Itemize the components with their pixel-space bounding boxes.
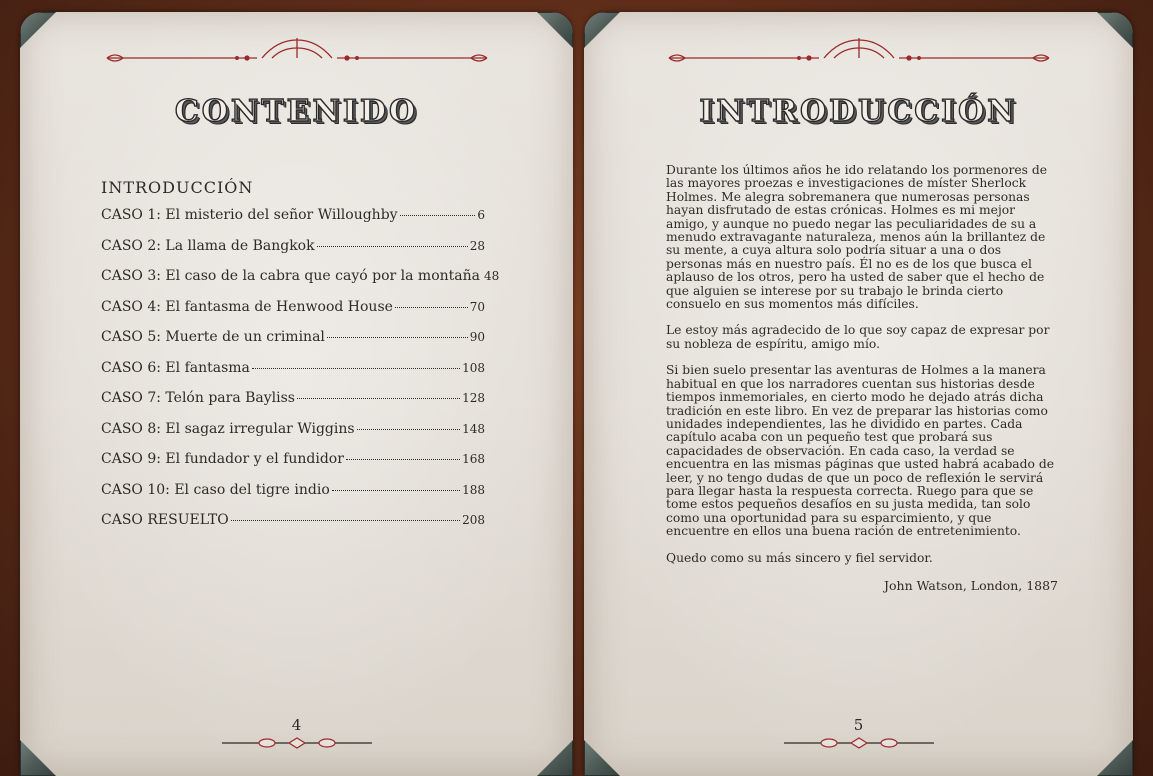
toc-item-label: CASO 1: El misterio del señor Willoughby [101, 207, 398, 223]
toc-item-label: CASO 3: El caso de la cabra que cayó por la montaña [101, 268, 480, 284]
corner-ornament [584, 12, 620, 48]
introduction-text [666, 164, 1058, 592]
corner-ornament [584, 740, 620, 776]
list-item[interactable] [101, 329, 485, 360]
corner-ornament [20, 12, 56, 48]
bottom-flourish-icon [222, 736, 372, 750]
leader-dots [231, 520, 460, 521]
list-item[interactable] [101, 451, 485, 482]
toc-item-page: 128 [462, 391, 485, 405]
toc-item-page: 148 [462, 421, 485, 436]
toc-item-label: CASO 6: El fantasma [101, 359, 250, 376]
list-item[interactable] [101, 482, 485, 513]
signature: John Watson, London, 1887 [884, 577, 1058, 593]
page-title: CONTENIDO [174, 94, 419, 129]
left-page [20, 12, 573, 776]
list-item[interactable] [101, 360, 485, 391]
leader-dots [252, 368, 460, 369]
toc-item-label: CASO 7: Telón para Bayliss [101, 390, 295, 406]
toc-item-label: CASO 10: El caso del tigre indio [101, 481, 330, 498]
toc-item-page: 188 [462, 482, 485, 497]
toc-item-page: 28 [469, 238, 485, 253]
leader-dots [346, 459, 460, 460]
page-title: INTRODUCCIÓN [699, 94, 1018, 129]
leader-dots [400, 215, 476, 216]
corner-ornament [537, 740, 573, 776]
toc-heading[interactable]: INTRODUCCIÓN [101, 178, 254, 197]
top-flourish-icon [659, 34, 1059, 74]
toc-item-page: 168 [462, 452, 485, 466]
page-number: 5 [853, 716, 864, 734]
list-item[interactable] [101, 390, 485, 421]
leader-dots [327, 337, 468, 338]
table-of-contents [101, 178, 500, 543]
list-item[interactable] [101, 512, 485, 543]
right-page [584, 12, 1133, 776]
toc-item-label: CASO 8: El sagaz irregular Wiggins [101, 420, 355, 437]
corner-ornament [1097, 12, 1133, 48]
toc-item-page: 48 [483, 269, 500, 283]
paragraph: Si bien suelo presentar las aventuras de Holmes a la manera habitual en que los narradores cuentan sus historias desde tiempos inmemoriales, en cierto modo he dejado atrás dicha tradición en este libro. En vez de preparar las historias como unidades independientes, las he dividido en partes. Cada capítulo acaba con un pequeño test que probará sus capacidades de observación. En cada caso, la verdad se encuentra en las mismas páginas que usted habrá acabado de leer, y no tengo dudas de que un poco de reflexión le servirá para llegar hasta la respuesta correcta. Ruego para que se tome estos pequeños desafíos en su justa medida, tan solo como una oportunidad para su esparcimiento, y que encuentre en ellos una buena ración de entretenimiento. [666, 363, 1054, 539]
toc-item-label: CASO 5: Muerte de un criminal [101, 329, 325, 345]
toc-item-label: CASO 4: El fantasma de Henwood House [101, 298, 393, 315]
list-item[interactable] [101, 238, 485, 269]
page-number: 4 [291, 716, 302, 734]
toc-item-label: CASO 9: El fundador y el fundidor [101, 451, 344, 467]
top-flourish-icon [97, 34, 497, 74]
leader-dots [297, 398, 460, 399]
leader-dots [357, 429, 461, 430]
toc-item-page: 70 [469, 299, 485, 314]
leader-dots [332, 490, 460, 491]
list-item[interactable] [101, 268, 500, 299]
list-item[interactable] [101, 299, 485, 330]
leader-dots [395, 307, 468, 308]
paragraph: Le estoy más agradecido de lo que soy capaz de expresar por su nobleza de espíritu, amigo mío. [666, 323, 1050, 351]
corner-ornament [20, 740, 56, 776]
toc-item-page: 108 [462, 360, 485, 375]
corner-ornament [1097, 740, 1133, 776]
toc-item-label: CASO RESUELTO [101, 512, 229, 528]
leader-dots [317, 246, 468, 247]
toc-item-label: CASO 2: La llama de Bangkok [101, 237, 315, 254]
paragraph: Durante los últimos años he ido relatando los pormenores de las mayores proezas e investigaciones de míster Sherlock Holmes. Me alegra sobremanera que numerosas personas hayan disfrutado de estas crónicas. Holmes es mi mejor amigo, y aunque no puedo negar las peculiaridades de su a menudo extravagante naturaleza, menos aún la brillantez de su mente, a cuya altura solo podría situar a una o dos personas más en nuestro país. Él no es de los que busca el aplauso de los otros, pero ha usted de saber que el hecho de que alguien se interese por su trabajo le brinda cierto consuelo en sus momentos más difíciles. [666, 163, 1047, 312]
toc-item-page: 6 [477, 208, 485, 222]
corner-ornament [537, 12, 573, 48]
list-item[interactable] [101, 207, 485, 238]
toc-item-page: 90 [469, 330, 485, 344]
paragraph: Quedo como su más sincero y fiel servidor. [666, 550, 933, 565]
bottom-flourish-icon [784, 736, 934, 750]
list-item[interactable] [101, 421, 485, 452]
toc-item-page: 208 [462, 513, 485, 527]
